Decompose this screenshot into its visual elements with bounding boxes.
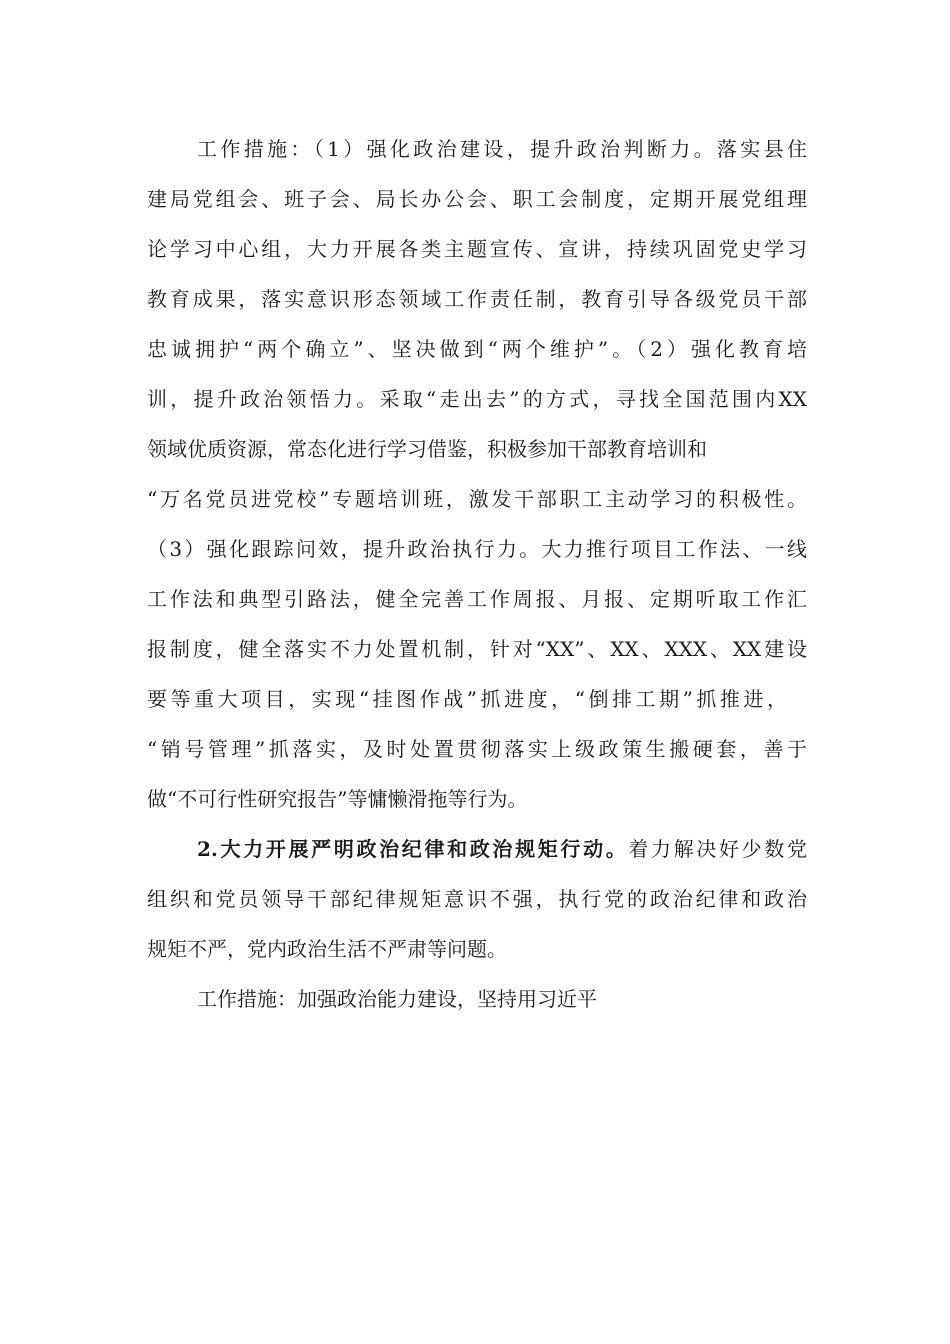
text-line: 规矩不严，党内政治生活不严肃等问题。 (147, 937, 507, 961)
paragraph-work-measures-1 (147, 124, 807, 824)
section-heading: 2.大力开展严明政治纪律和政治规矩行动。 (197, 837, 629, 861)
text-line: 组织和党员领导干部纪律规矩意识不强，执行党的政治纪律和政治 (147, 887, 807, 911)
paragraph-work-measures-2 (147, 974, 807, 1024)
text-line: 教育成果，落实意识形态领域工作责任制，教育引导各级党员干部 (147, 287, 807, 311)
text-line: 忠诚拥护“两个确立”、坚决做到“两个维护”。（2）强化教育培 (147, 337, 807, 361)
text-line: 报制度，健全落实不力处置机制，针对“XX”、XX、XXX、XX建设 (147, 637, 807, 661)
text-line (147, 824, 807, 874)
text-line: （3）强化跟踪问效，提升政治执行力。大力推行项目工作法、一线 (147, 537, 807, 561)
paragraph-action-2 (147, 824, 807, 974)
heading-continuation: 着力解决好少数党 (628, 837, 807, 861)
text-line: 工作措施：加强政治能力建设，坚持用习近平 (197, 987, 597, 1011)
text-line: 工作措施：（1）强化政治建设，提升政治判断力。落实县住 (197, 137, 807, 161)
text-line: 要等重大项目，实现“挂图作战”抓进度，“倒排工期”抓推进， (147, 687, 787, 711)
text-line: 训，提升政治领悟力。采取“走出去”的方式，寻找全国范围内XX (147, 387, 807, 411)
text-line: 工作法和典型引路法，健全完善工作周报、月报、定期听取工作汇 (147, 587, 807, 611)
text-line: 做“不可行性研究报告”等慵懒滑拖等行为。 (147, 787, 528, 811)
document-body (147, 124, 807, 1024)
text-line: “万名党员进党校”专题培训班，激发干部职工主动学习的积极性。 (147, 487, 807, 511)
text-line: 建局党组会、班子会、局长办公会、职工会制度，定期开展党组理 (147, 187, 807, 211)
text-line: “销号管理”抓落实，及时处置贯彻落实上级政策生搬硬套，善于 (147, 737, 807, 761)
text-line: 领域优质资源，常态化进行学习借鉴，积极参加干部教育培训和 (147, 437, 707, 461)
text-line: 论学习中心组，大力开展各类主题宣传、宣讲，持续巩固党史学习 (147, 237, 807, 261)
